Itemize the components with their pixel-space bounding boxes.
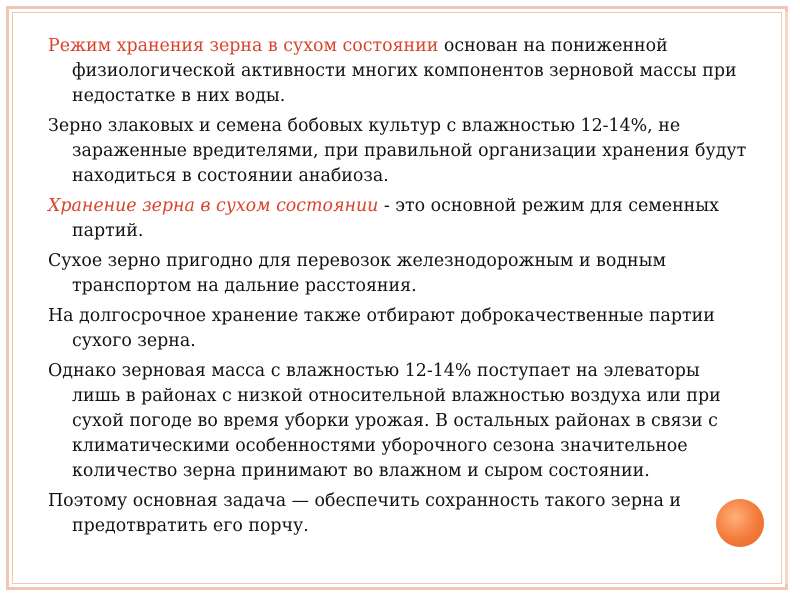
paragraph-5-text: На долгосрочное хранение также отбирают доброкачественные партии сухого зерна. — [48, 306, 715, 351]
paragraph-1 — [48, 34, 748, 109]
paragraph-2-text: Зерно злаковых и семена бобовых культур с влажностью 12-14%, не зараженные вредителями, при правильной организации хранения будут находиться в состоянии анабиоза. — [48, 116, 747, 186]
paragraph-7 — [48, 489, 748, 539]
paragraph-1-highlight: Режим хранения зерна в сухом состоянии — [48, 36, 439, 56]
paragraph-4 — [48, 249, 748, 299]
paragraph-4-text: Сухое зерно пригодно для перевозок железнодорожным и водным транспортом на дальние расстояния. — [48, 251, 666, 296]
right-accent-band — [785, 12, 788, 584]
paragraph-6 — [48, 359, 748, 484]
paragraph-6-text: Однако зерновая масса с влажностью 12-14% поступает на элеваторы лишь в районах с низкой относительной влажностью воздуха или при сухой погоде во время уборки урожая. В остальных районах в связи с климатическими особенностями уборочного сезона значительное количество зерна принимают во влажном и сыром состоянии. — [48, 361, 721, 481]
paragraph-3 — [48, 194, 748, 244]
paragraph-3-highlight: Хранение зерна в сухом состоянии — [48, 196, 379, 216]
paragraph-5 — [48, 304, 748, 354]
orange-circle-decoration — [716, 499, 764, 547]
paragraph-3-text: - это основной режим для семенных партий. — [72, 196, 719, 241]
paragraph-1-text: основан на пониженной физиологической активности многих компонентов зерновой массы при недостатке в них воды. — [72, 36, 737, 106]
paragraph-2 — [48, 114, 748, 189]
paragraph-7-text: Поэтому основная задача — обеспечить сохранность такого зерна и предотвратить его порчу. — [48, 491, 682, 536]
slide-text — [48, 34, 748, 544]
